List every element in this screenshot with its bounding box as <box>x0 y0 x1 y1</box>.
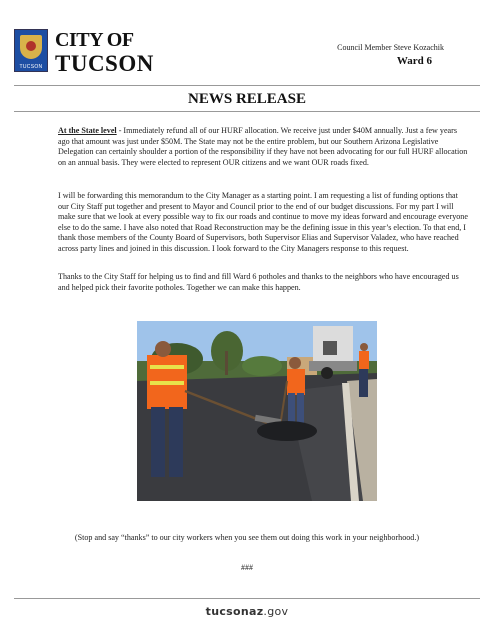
footer-website-link[interactable] <box>0 605 494 618</box>
paragraph-text: Thanks to the City Staff for helping us to find and fill Ward 6 potholes and thanks to the neighbors who have encouraged us and helped pick their favorite potholes. Together we can make this happen. <box>58 272 459 292</box>
paragraph-text: I will be forwarding this memorandum to the City Manager as a starting point. I am requesting a list of funding options that our City Staff put together and present to Mayor and Council prior to the end of our budget discussions. For my part I will make sure that we look at every possible way to fix our roads and continue to move my ideas forward and encourage everyone else to do the same. I have also noted that Road Reconstruction may be the defining issue in this year’s election. To that end, I thank those members of the County Board of Supervisors, both Supervisor Elias and Supervisor Valadez, who have reached across party lines and joined in this discussion. I look forward to the City Managers response to this request. <box>58 191 468 253</box>
footer-url-tld: .gov <box>263 605 289 618</box>
seal-shield-icon <box>20 35 42 59</box>
seal-text: TUCSON <box>19 64 43 70</box>
paragraph-lead: At the State level <box>58 126 117 135</box>
header-rule-bottom <box>14 111 480 112</box>
paragraph-text: - Immediately refund all of our HURF allocation. We receive just under $40M annually. Just a few years ago that amount was just under $50M. The State may not be the entire problem, but our Southern Arizona Legislative Delegation can certainly shoulder a portion of the responsibility if they have not been advocating for our full HURF allocation on an annual basis. They were elected to represent OUR citizens and we want OUR roads fixed. <box>58 126 468 167</box>
photo-caption: (Stop and say “thanks” to our city workers when you see them out doing this work in your neighborhood.) <box>74 533 420 542</box>
road-crew-photo <box>137 321 377 501</box>
ward-label: Ward 6 <box>396 55 432 67</box>
logo-tucson: TUCSON <box>55 51 154 76</box>
logo-city-of: CITY OF <box>55 29 134 51</box>
page-title: NEWS RELEASE <box>188 91 306 107</box>
end-mark: ### <box>241 563 253 572</box>
city-seal-logo <box>14 29 48 72</box>
council-member-name: Council Member Steve Kozachik <box>337 43 444 52</box>
paragraph-state-level <box>58 126 470 168</box>
paragraph-thanks <box>58 272 470 293</box>
header-rule-top <box>14 85 480 86</box>
footer-url-main: tucsonaz <box>205 605 264 618</box>
footer-rule <box>14 598 480 599</box>
paragraph-city-manager <box>58 191 470 254</box>
